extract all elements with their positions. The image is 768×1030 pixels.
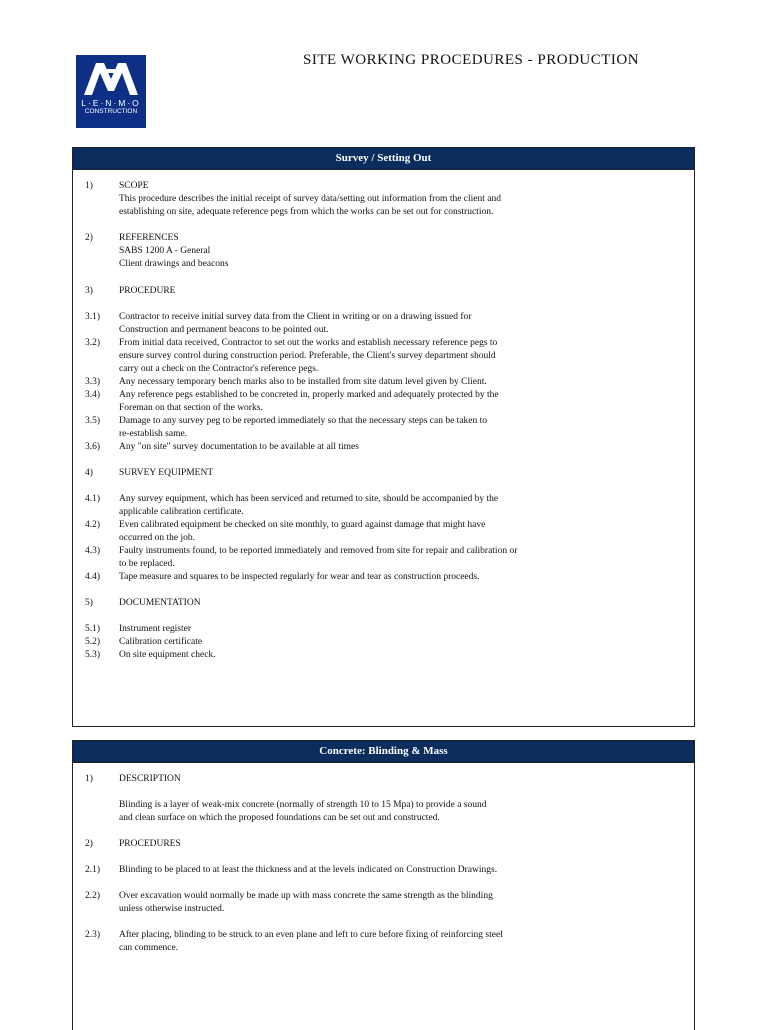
text-line: Foreman on that section of the works.	[119, 403, 263, 413]
logo-brand-text: L·E·N·M·O	[81, 98, 141, 108]
row-number: 5)	[85, 598, 93, 608]
text-line: Faulty instruments found, to be reported immediately and removed from site for repair and calibration or	[119, 546, 518, 556]
page-title: SITE WORKING PROCEDURES - PRODUCTION	[303, 52, 640, 68]
text-line: Damage to any survey peg to be reported immediately so that the necessary steps can be taken to	[119, 416, 487, 426]
row-text	[119, 232, 589, 271]
row-text	[119, 376, 589, 389]
text-line: This procedure describes the initial receipt of survey data/setting out information from the client and	[119, 194, 501, 204]
text-line: ensure survey control during construction period. Preferable, the Client's survey department should	[119, 351, 496, 361]
text-line: establishing on site, adequate reference pegs from which the works can be set out for construction.	[119, 207, 494, 217]
company-logo	[76, 55, 146, 128]
row-number: 2)	[85, 839, 93, 849]
text-line: PROCEDURES	[119, 839, 181, 849]
text-line: Any reference pegs established to be concreted in, properly marked and adequately protected by the	[119, 390, 499, 400]
row-number: 3.3)	[85, 377, 101, 387]
text-line: SCOPE	[119, 181, 149, 191]
text-line: Client drawings and beacons	[119, 259, 229, 269]
row-number: 3)	[85, 286, 93, 296]
text-line: Blinding to be placed to at least the thickness and at the levels indicated on Construction Drawings.	[119, 865, 498, 875]
row-number: 3.5)	[85, 416, 101, 426]
row-number: 4.4)	[85, 572, 101, 582]
row-text	[119, 623, 589, 636]
row-text	[119, 311, 589, 337]
row-number: 2.2)	[85, 891, 101, 901]
row-text	[119, 285, 589, 298]
row-number: 3.6)	[85, 442, 101, 452]
text-line: Even calibrated equipment be checked on site monthly, to guard against damage that might have	[119, 520, 486, 530]
text-line: Calibration certificate	[119, 637, 203, 647]
text-line: Blinding is a layer of weak-mix concrete (normally of strength 10 to 15 Mpa) to provide a sound	[119, 800, 487, 810]
row-number: 5.2)	[85, 637, 101, 647]
row-text	[119, 773, 589, 786]
row-text	[119, 493, 589, 519]
section-heading: Concrete: Blinding & Mass	[73, 741, 694, 763]
row-text	[119, 467, 589, 480]
section-heading: Survey / Setting Out	[73, 148, 694, 170]
text-line: Any "on site" survey documentation to be available at all times	[119, 442, 359, 452]
row-number: 5.3)	[85, 650, 101, 660]
row-number: 4.3)	[85, 546, 101, 556]
text-line: On site equipment check.	[119, 650, 216, 660]
row-number: 2.3)	[85, 930, 101, 940]
section-concrete	[72, 740, 695, 1030]
text-line: Instrument register	[119, 624, 192, 634]
row-text	[119, 649, 589, 662]
row-text	[119, 864, 589, 877]
row-text	[119, 415, 589, 441]
text-line: carry out a check on the Contractor's reference pegs.	[119, 364, 319, 374]
text-line: DESCRIPTION	[119, 774, 181, 784]
text-line: Tape measure and squares to be inspected regularly for wear and tear as construction proceeds.	[119, 572, 480, 582]
text-line: DOCUMENTATION	[119, 598, 201, 608]
text-line: occurred on the job.	[119, 533, 195, 543]
logo-sub-text: CONSTRUCTION	[84, 108, 138, 115]
row-text	[119, 389, 589, 415]
text-line: can commence.	[119, 943, 179, 953]
row-number: 1)	[85, 181, 93, 191]
text-line: to be replaced.	[119, 559, 175, 569]
row-number: 3.4)	[85, 390, 101, 400]
row-text	[119, 929, 589, 955]
row-text	[119, 636, 589, 649]
row-text	[119, 545, 589, 571]
text-line: From initial data received, Contractor to set out the works and establish necessary reference pegs to	[119, 338, 498, 348]
row-number: 3.1)	[85, 312, 101, 322]
text-line: unless otherwise instructed.	[119, 904, 225, 914]
text-line: SABS 1200 A - General	[119, 246, 211, 256]
row-number: 3.2)	[85, 338, 101, 348]
text-line: REFERENCES	[119, 233, 179, 243]
text-line: re-establish same.	[119, 429, 188, 439]
row-text	[119, 890, 589, 916]
row-number: 4.2)	[85, 520, 101, 530]
text-line: PROCEDURE	[119, 286, 176, 296]
row-number: 4.1)	[85, 494, 101, 504]
row-number: 2)	[85, 233, 93, 243]
row-text	[119, 337, 589, 376]
row-text	[119, 519, 589, 545]
row-number: 2.1)	[85, 865, 101, 875]
section-survey	[72, 147, 695, 727]
text-line: Over excavation would normally be made up with mass concrete the same strength as the blinding	[119, 891, 493, 901]
row-text	[119, 441, 589, 454]
text-line: applicable calibration certificate.	[119, 507, 244, 517]
text-line: Any survey equipment, which has been serviced and returned to site, should be accompanied by the	[119, 494, 499, 504]
row-text	[119, 180, 589, 219]
text-line: Construction and permanent beacons to be pointed out.	[119, 325, 329, 335]
text-line: SURVEY EQUIPMENT	[119, 468, 214, 478]
row-number: 1)	[85, 774, 93, 784]
text-line: and clean surface on which the proposed foundations can be set out and constructed.	[119, 813, 440, 823]
row-text	[119, 571, 589, 584]
row-text	[119, 838, 589, 851]
row-text	[119, 799, 589, 825]
row-number: 4)	[85, 468, 93, 478]
text-line: Contractor to receive initial survey data from the Client in writing or on a drawing issued for	[119, 312, 472, 322]
text-line: Any necessary temporary bench marks also to be installed from site datum level given by Client.	[119, 377, 487, 387]
lenmo-mark-icon	[82, 61, 140, 97]
row-text	[119, 597, 589, 610]
text-line: After placing, blinding to be struck to an even plane and left to cure before fixing of reinforcing steel	[119, 930, 503, 940]
row-number: 5.1)	[85, 624, 101, 634]
